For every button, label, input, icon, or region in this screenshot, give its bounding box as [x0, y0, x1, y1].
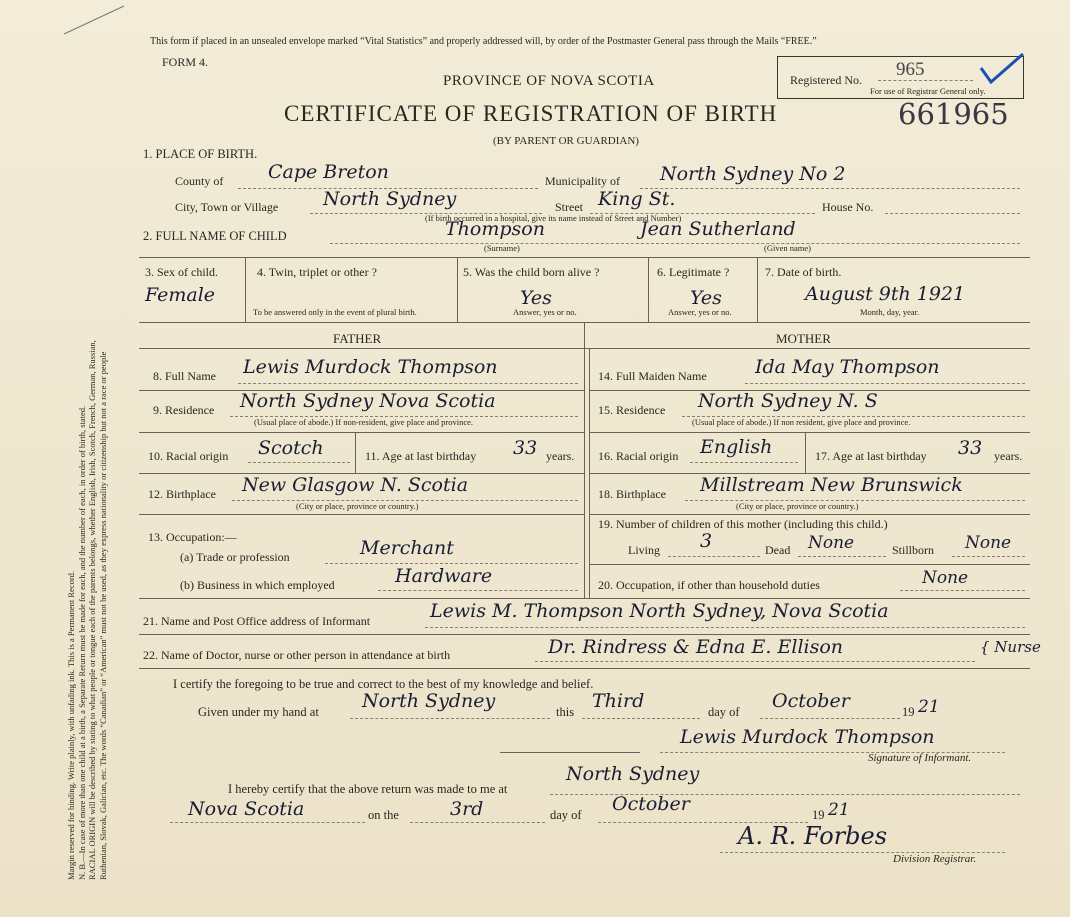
father-business-value: Hardware [395, 565, 493, 587]
child-surname: Thompson [445, 218, 545, 240]
day-of-label: day of [708, 705, 740, 719]
mother-years-label: years. [994, 449, 1023, 463]
mother-occupation-value: None [922, 568, 969, 588]
mother-name-value: Ida May Thompson [755, 356, 940, 378]
father-residence-note: (Usual place of abode.) If non-resident, give place and province. [254, 417, 474, 427]
registrar-signature: A. R. Forbes [738, 822, 888, 850]
mother-living-label: Living [628, 543, 660, 557]
margin-note: Margin reserved for binding. Write plainly, with unfading ink. This is a Permanent Record. [66, 570, 76, 880]
mother-stillborn-value: None [965, 533, 1012, 553]
city-label: City, Town or Village [175, 200, 279, 214]
registrar-day-of-label: day of [550, 808, 582, 822]
date-of-birth-value: August 9th 1921 [805, 283, 966, 305]
page-subtitle: (BY PARENT OR GUARDIAN) [493, 135, 639, 147]
mother-birthplace-note: (City or place, province or country.) [736, 501, 859, 511]
mother-racial-label: 16. Racial origin [598, 449, 679, 463]
nurse-note: { Nurse [980, 638, 1041, 656]
father-age-value: 33 [513, 437, 538, 459]
street-label: Street [555, 200, 583, 214]
mother-stillborn-label: Stillborn [892, 543, 935, 557]
mother-residence-note: (Usual place of abode.) If non resident, give place and province. [692, 417, 911, 427]
county-value: Cape Breton [268, 161, 389, 183]
father-years-label: years. [546, 449, 575, 463]
checkmark-icon [975, 50, 1027, 90]
date-of-birth-label: 7. Date of birth. [765, 265, 842, 279]
page-title: CERTIFICATE OF REGISTRATION OF BIRTH [284, 101, 778, 126]
margin-note: Ruthenian, Slovak, Galician, etc. The words “Canadian” or “American” must not be used, as they express nationality or citizenship but not a race or people [97, 351, 108, 880]
margin-note: N. B.—In case of more than one child at a birth, a Separate Return must be made for each, and the number of each, in order of birth, stated. [76, 405, 87, 880]
given-label: Given under my hand at [198, 705, 319, 719]
born-alive-value: Yes [520, 287, 552, 309]
municipality-label: Municipality of [545, 174, 620, 188]
mother-children-label: 19. Number of children of this mother (including this child.) [598, 517, 888, 531]
city-value: North Sydney [323, 188, 457, 210]
father-business-label: (b) Business in which employed [180, 578, 335, 592]
born-alive-label: 5. Was the child born alive ? [463, 265, 600, 279]
mother-age-label: 17. Age at last birthday [815, 449, 927, 463]
mother-residence-label: 15. Residence [598, 403, 666, 417]
legitimate-label: 6. Legitimate ? [657, 265, 730, 279]
street-value: King St. [598, 188, 676, 210]
mother-racial-value: English [700, 436, 773, 458]
child-given-name: Jean Sutherland [640, 218, 796, 240]
father-trade-label: (a) Trade or profession [180, 550, 290, 564]
sex-value: Female [145, 284, 216, 306]
father-birthplace-label: 12. Birthplace [148, 487, 216, 501]
father-age-label: 11. Age at last birthday [365, 449, 477, 463]
twin-label: 4. Twin, triplet or other ? [257, 265, 377, 279]
registrar-month: October [612, 793, 690, 815]
county-label: County of [175, 174, 224, 188]
sex-label: 3. Sex of child. [145, 265, 218, 279]
province-heading: PROVINCE OF NOVA SCOTIA [443, 73, 655, 89]
registrar-year-prefix: 19 [812, 808, 825, 822]
form-number: FORM 4. [162, 55, 209, 69]
margin-notes [66, 40, 138, 880]
mother-name-label: 14. Full Maiden Name [598, 369, 707, 383]
legitimate-value: Yes [690, 287, 722, 309]
surname-caption: (Surname) [484, 243, 520, 253]
mother-birthplace-value: Millstream New Brunswick [700, 474, 963, 496]
date-note: Month, day, year. [860, 307, 920, 317]
margin-note: RACIAL ORIGIN will be described by stating to what people or tongue each of the parents belongs, whether English, Irish, Scotch, French, German, Russian, [87, 340, 97, 880]
informant-signature: Lewis Murdock Thompson [680, 726, 935, 748]
informant-label: 21. Name and Post Office address of Informant [143, 614, 371, 628]
father-occupation-label: 13. Occupation:— [148, 530, 237, 544]
registered-note: For use of Registrar General only. [870, 86, 986, 96]
father-name-label: 8. Full Name [153, 369, 216, 383]
mother-heading: MOTHER [776, 331, 831, 346]
mother-living-value: 3 [700, 530, 713, 552]
father-residence-value: North Sydney Nova Scotia [240, 390, 496, 412]
division-registrar-label: Division Registrar. [893, 853, 977, 865]
registrar-province: Nova Scotia [188, 798, 305, 820]
registered-number: 965 [896, 59, 925, 80]
handwritten-file-number: 661965 [898, 97, 1009, 131]
father-birthplace-note: (City or place, province or country.) [296, 501, 419, 511]
father-residence-label: 9. Residence [153, 403, 215, 417]
doctor-value: Dr. Rindress & Edna E. Ellison [548, 636, 844, 658]
this-label: this [556, 705, 575, 719]
certify-text: I certify the foregoing to be true and correct to the best of my knowledge and belief. [173, 677, 594, 691]
house-number-label: House No. [822, 200, 874, 214]
registrar-text: I hereby certify that the above return was made to me at [228, 782, 508, 796]
informant-value: Lewis M. Thompson North Sydney, Nova Scotia [430, 600, 889, 622]
registrar-place: North Sydney [566, 763, 700, 785]
registered-label: Registered No. [790, 73, 862, 87]
hospital-note: (If birth occurred in a hospital, give its name instead of Street and Number) [425, 213, 682, 223]
father-trade-value: Merchant [360, 537, 454, 559]
registrar-day: 3rd [450, 798, 484, 820]
mother-dead-value: None [808, 533, 855, 553]
place-of-birth-heading: 1. PLACE OF BIRTH. [143, 147, 258, 161]
given-month: October [772, 690, 850, 712]
year-prefix: 19 [902, 705, 915, 719]
mother-age-value: 33 [958, 437, 983, 459]
father-heading: FATHER [333, 331, 382, 346]
municipality-value: North Sydney No 2 [660, 163, 846, 185]
father-racial-value: Scotch [258, 437, 324, 459]
mother-birthplace-label: 18. Birthplace [598, 487, 666, 501]
given-day: Third [592, 690, 645, 712]
father-name-value: Lewis Murdock Thompson [243, 356, 498, 378]
signature-of-informant-label: Signature of Informant. [868, 752, 972, 764]
mother-occupation-label: 20. Occupation, if other than household duties [598, 578, 820, 592]
twin-note: To be answered only in the event of plural birth. [253, 307, 417, 317]
given-name-caption: (Given name) [764, 243, 811, 253]
given-place: North Sydney [362, 690, 496, 712]
father-birthplace-value: New Glasgow N. Scotia [242, 474, 469, 496]
legitimate-note: Answer, yes or no. [668, 307, 732, 317]
mailing-notice: This form if placed in an unsealed envelope marked “Vital Statistics” and properly addressed will, by order of the Postmaster General pass through the Mails “FREE.” [150, 36, 817, 47]
mother-residence-value: North Sydney N. S [698, 390, 878, 412]
mother-dead-label: Dead [765, 543, 791, 557]
on-the-label: on the [368, 808, 399, 822]
born-alive-note: Answer, yes or no. [513, 307, 577, 317]
given-year: 21 [918, 697, 940, 717]
father-racial-label: 10. Racial origin [148, 449, 229, 463]
registrar-year: 21 [828, 800, 850, 820]
pencil-mark-icon [60, 0, 130, 40]
doctor-label: 22. Name of Doctor, nurse or other person in attendance at birth [143, 648, 451, 662]
child-name-label: 2. FULL NAME OF CHILD [143, 229, 287, 243]
